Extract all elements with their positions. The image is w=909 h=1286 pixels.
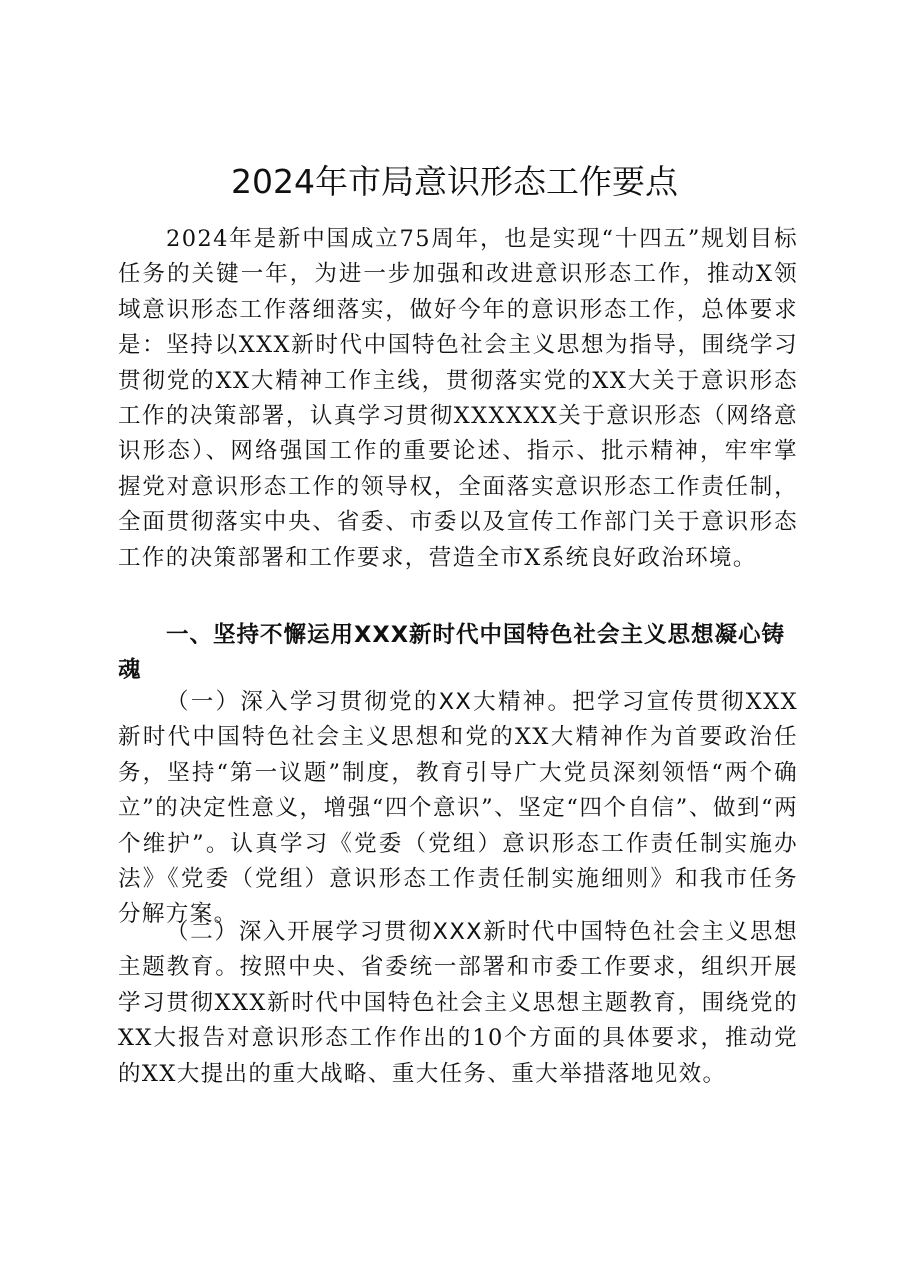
intro-paragraph: 2024年是新中国成立75周年，也是实现“十四五”规划目标任务的关键一年，为进一步加强和改进意识形态工作，推动X领域意识形态工作落细落实，做好今年的意识形态工作，总体要求是：坚持以XXX新时代中国特色社会主义思想为指导，围绕学习贯彻党的XX大精神工作主线，贯彻落实党的XX大关于意识形态工作的决策部署，认真学习贯彻XXXXXX关于意识形态（网络意识形态）、网络强国工作的重要论述、指示、批示精神，牢牢掌握党对意识形态工作的领导权，全面落实意识形态工作责任制，全面贯彻落实中央、省委、市委以及宣传工作部门关于意识形态工作的决策部署和工作要求，营造全市X系统良好政治环境。 — [118, 226, 798, 571]
item-2-lead: （二）深入开展学习贯彻XXX新时代中国特色社会主义思想主题教育。 — [118, 919, 798, 981]
item-2-body: 按照中央、省委统一部署和市委工作要求，组织开展学习贯彻XXX新时代中国特色社会主义思想主题教育，围绕党的XX大报告对意识形态工作作出的10个方面的具体要求，推动党的XX大提出的重大战略、重大任务、重大举措落地见效。 — [118, 954, 798, 1087]
document-title: 2024年市局意识形态工作要点 — [231, 162, 678, 201]
item-paragraph-1 — [118, 685, 798, 933]
section-heading-1: 一、坚持不懈运用XXX新时代中国特色社会主义思想凝心铸魂 — [118, 622, 786, 684]
item-1-lead: （一）深入学习贯彻党的XX大精神。 — [166, 689, 573, 715]
item-1-body: 把学习宣传贯彻XXX新时代中国特色社会主义思想和党的XX大精神作为首要政治任务，坚持“第一议题”制度，教育引导广大党员深刻领悟“两个确立”的决定性意义，增强“四个意识”、坚定“四个自信”、做到“两个维护”。认真学习《党委（党组）意识形态工作责任制实施办法》《党委（党组）意识形态工作责任制实施细则》和我市任务分解方案。 — [118, 689, 798, 928]
item-paragraph-2 — [118, 915, 798, 1092]
